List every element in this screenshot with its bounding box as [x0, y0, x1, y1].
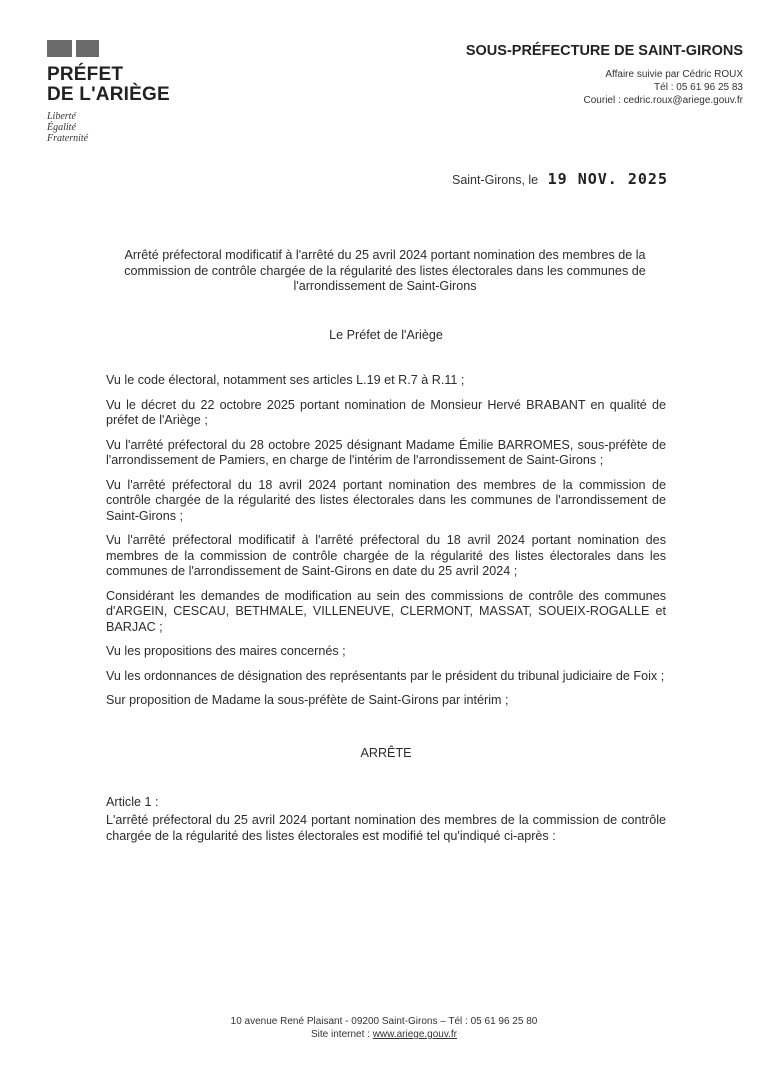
motto-liberte: Liberté	[47, 111, 76, 122]
visa-item: Vu le code électoral, notamment ses articles L.19 et R.7 à R.11 ;	[106, 373, 465, 387]
visas-list	[106, 373, 666, 718]
contact-email: Couriel : cedric.roux@ariege.gouv.fr	[583, 95, 743, 106]
visa-item: Sur proposition de Madame la sous-préfète de Saint-Girons par intérim ;	[106, 693, 509, 707]
motto-egalite: Égalité	[47, 122, 76, 133]
visa-item: Vu les propositions des maires concernés ;	[106, 644, 346, 658]
visa-item: Vu les ordonnances de désignation des représentants par le président du tribunal judiciaire de Foix ;	[106, 668, 665, 683]
date-stamp: 19 NOV. 2025	[547, 170, 668, 188]
visa-item: Considérant les demandes de modification au sein des commissions de contrôle des communes d'ARGEIN, CESCAU, BETHMALE, VILLENEUVE, CLERMONT, MASSAT, SOUEIX-ROGALLE et BARJAC ;	[106, 588, 666, 634]
logo-title-line1: PRÉFET	[47, 64, 124, 85]
visa-item: Vu l'arrêté préfectoral modificatif à l'arrêté préfectoral du 18 avril 2024 portant nomination des membres de la commission de contrôle chargée de la régularité des listes électorales dans les communes de l'arrondissement de Saint-Girons en date du 25 avril 2024 ;	[106, 533, 666, 578]
document-title: Arrêté préfectoral modificatif à l'arrêté du 25 avril 2024 portant nomination des membres de la commission de contrôle chargée de la régularité des listes électorales dans les communes de l'arrondissement de Saint-Girons	[124, 248, 646, 293]
article-text: L'arrêté préfectoral du 25 avril 2024 portant nomination des membres de la commission de contrôle chargée de la régularité des listes électorales est modifié tel qu'indiqué ci-après :	[106, 813, 666, 843]
footer-site	[0, 1028, 768, 1041]
footer-address: 10 avenue René Plaisant - 09200 Saint-Girons – Tél : 05 61 96 25 80	[230, 1016, 538, 1027]
visa-item: Vu l'arrêté préfectoral du 28 octobre 2025 désignant Madame Émilie BARROMES, sous-préfète de l'arrondissement de Pamiers, en charge de l'intérim de l'arrondissement de Saint-Girons ;	[106, 437, 666, 467]
office-name: SOUS-PRÉFECTURE DE SAINT-GIRONS	[465, 43, 743, 59]
page-footer	[0, 1015, 768, 1041]
visa-item: Vu l'arrêté préfectoral du 18 avril 2024 portant nomination des membres de la commission de contrôle chargée de la régularité des listes électorales dans les communes de l'arrondissement de Saint-Girons ;	[106, 477, 666, 523]
marianne-icon	[47, 40, 99, 57]
prefecture-logo	[47, 40, 170, 144]
letterhead	[466, 43, 743, 107]
contact-person: Affaire suivie par Cédric ROUX	[605, 69, 743, 80]
decision-heading: ARRÊTE	[360, 746, 412, 760]
date-place: Saint-Girons, le	[451, 173, 539, 187]
article-heading: Article 1 :	[106, 795, 159, 809]
contact-phone: Tél : 05 61 96 25 83	[654, 82, 743, 93]
logo-title-line2: DE L'ARIÈGE	[47, 84, 170, 105]
date-line	[452, 170, 668, 188]
visa-item: Vu le décret du 22 octobre 2025 portant nomination de Monsieur Hervé BRABANT en qualité de préfet de l'Ariège ;	[106, 397, 666, 427]
website-link[interactable]: www.ariege.gouv.fr	[372, 1029, 457, 1040]
footer-site-label: Site internet :	[311, 1029, 370, 1040]
republic-motto	[47, 111, 170, 144]
authority-line: Le Préfet de l'Ariège	[329, 328, 443, 342]
motto-fraternite: Fraternité	[47, 133, 89, 144]
logo-title	[47, 65, 170, 105]
